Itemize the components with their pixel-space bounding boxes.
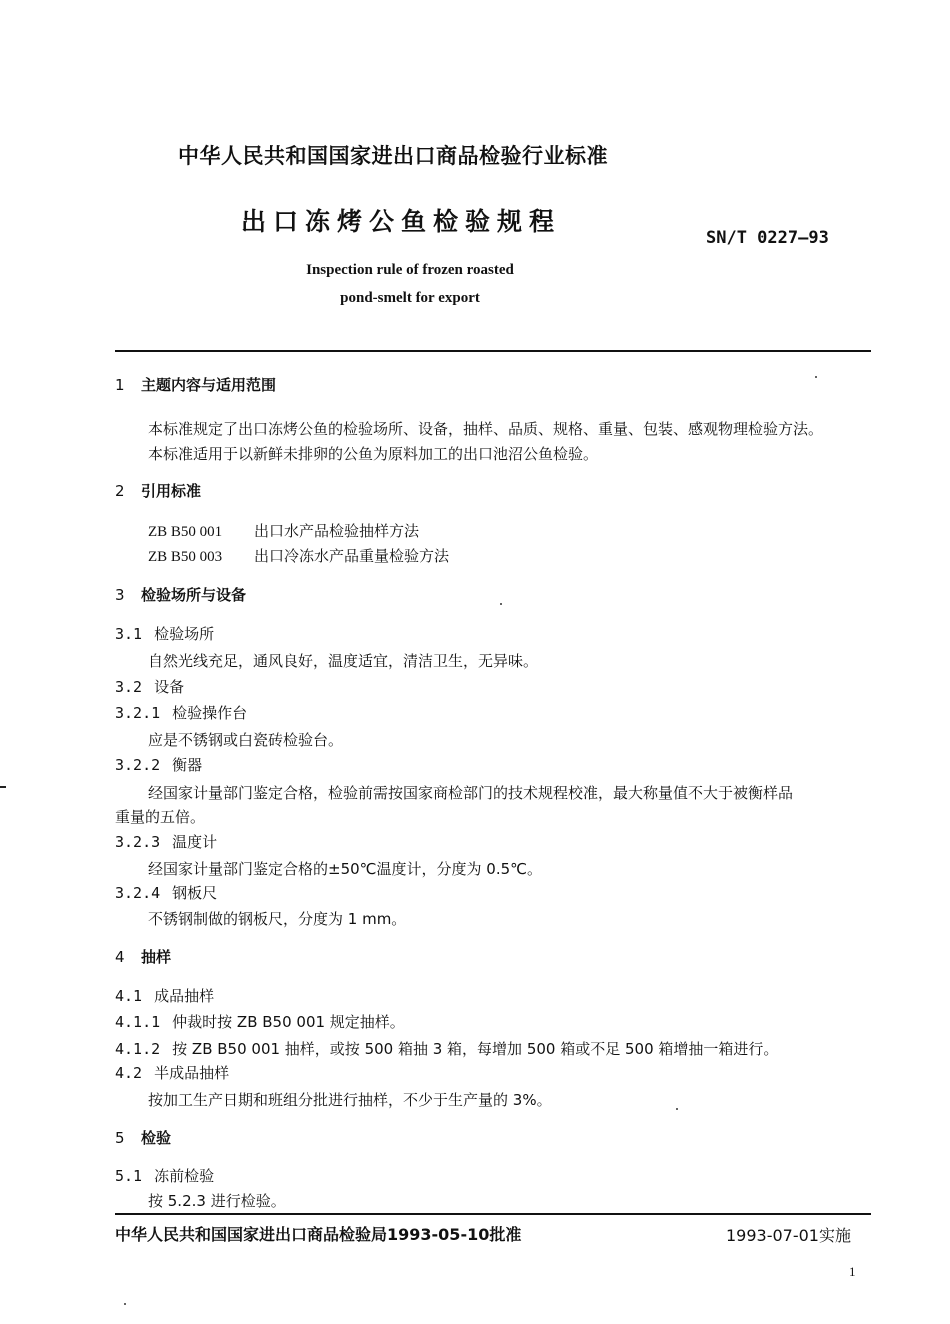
english-title-line-1: Inspection rule of frozen roasted (306, 262, 514, 278)
subsection-title: 温度计 (172, 833, 218, 851)
subsection-5-1-heading (115, 1165, 214, 1186)
subsection-3-2-4-heading (115, 882, 217, 903)
approval-statement: 中华人民共和国国家进出口商品检验局1993-05-10批准 (115, 1225, 522, 1244)
subsection-title: 衡器 (172, 756, 203, 774)
page-number: 1 (849, 1264, 856, 1279)
subsection-3-2-1-text: 应是不锈钢或白瓷砖检验台。 (148, 731, 344, 749)
scan-speck (676, 1108, 678, 1110)
subsection-title: 钢板尺 (172, 884, 218, 902)
subsection-3-2-2-text-line-1: 经国家计量部门鉴定合格，检验前需按国家商检部门的技术规程校准，最大称量值不大于被衡样品 (148, 784, 794, 802)
subsection-number: 3.2.2 (115, 756, 161, 774)
reference-code: ZB B50 001 (148, 524, 223, 540)
document-code: SN/T 0227—93 (706, 228, 829, 248)
subsection-3-2-4-text: 不锈钢制做的钢板尺，分度为 1 mm。 (148, 910, 407, 928)
issuing-body-title: 中华人民共和国国家进出口商品检验行业标准 (178, 144, 608, 168)
section-title: 抽样 (141, 948, 172, 966)
section-number: 4 (115, 948, 125, 966)
subsection-number: 3.2.4 (115, 884, 161, 902)
english-title (250, 256, 570, 312)
section-title: 引用标准 (141, 482, 202, 500)
subsection-4-1-1 (115, 1011, 405, 1032)
section-number: 3 (115, 586, 125, 604)
section-number: 5 (115, 1129, 125, 1147)
subsection-number: 4.1 (115, 987, 143, 1005)
section-4-heading (115, 946, 171, 967)
section-1-paragraph-2: 本标准适用于以新鲜未排卵的公鱼为原料加工的出口池沼公鱼检验。 (148, 445, 599, 463)
subsection-text: 仲裁时按 ZB B50 001 规定抽样。 (172, 1013, 405, 1031)
subsection-number: 3.2.3 (115, 833, 161, 851)
subsection-number: 5.1 (115, 1167, 143, 1185)
reference-item (148, 520, 419, 541)
scan-speck (500, 603, 502, 605)
section-number: 2 (115, 482, 125, 500)
subsection-number: 3.2 (115, 678, 143, 696)
subsection-number: 4.1.1 (115, 1013, 161, 1031)
subsection-3-1-text: 自然光线充足，通风良好，温度适宜，清洁卫生，无异味。 (148, 652, 539, 670)
subsection-title: 检验场所 (154, 625, 215, 643)
subsection-3-2-1-heading (115, 702, 247, 723)
subsection-3-2-3-heading (115, 831, 217, 852)
subsection-4-2-text: 按加工生产日期和班组分批进行抽样，不少于生产量的 3%。 (148, 1091, 552, 1109)
subsection-3-1-heading (115, 623, 214, 644)
reference-title: 出口水产品检验抽样方法 (254, 522, 420, 540)
reference-item (148, 545, 449, 566)
section-title: 检验场所与设备 (141, 586, 247, 604)
subsection-number: 4.1.2 (115, 1040, 161, 1058)
subsection-text: 按 ZB B50 001 抽样，或按 500 箱抽 3 箱，每增加 500 箱或不足 500 箱增抽一箱进行。 (172, 1040, 779, 1058)
footer-divider (115, 1213, 871, 1215)
subsection-4-2-heading (115, 1062, 229, 1083)
subsection-number: 3.2.1 (115, 704, 161, 722)
subsection-3-2-3-text: 经国家计量部门鉴定合格的±50℃温度计，分度为 0.5℃。 (148, 860, 542, 878)
subsection-title: 设备 (154, 678, 185, 696)
section-number: 1 (115, 376, 125, 394)
subsection-title: 半成品抽样 (154, 1064, 230, 1082)
scan-speck (815, 376, 817, 378)
section-2-heading (115, 480, 201, 501)
subsection-3-2-heading (115, 676, 184, 697)
scan-edge-mark (0, 786, 6, 788)
section-title: 主题内容与适用范围 (141, 376, 277, 394)
reference-code: ZB B50 003 (148, 549, 223, 565)
scan-speck (124, 1303, 126, 1305)
document-title: 出口冻烤公鱼检验规程 (241, 207, 562, 236)
subsection-5-1-text: 按 5.2.3 进行检验。 (148, 1192, 286, 1210)
reference-title: 出口冷冻水产品重量检验方法 (254, 547, 450, 565)
english-title-line-2: pond-smelt for export (340, 290, 480, 306)
subsection-3-2-2-heading (115, 754, 202, 775)
subsection-number: 4.2 (115, 1064, 143, 1082)
subsection-4-1-2 (115, 1038, 778, 1059)
section-1-paragraph-1: 本标准规定了出口冻烤公鱼的检验场所、设备，抽样、品质、规格、重量、包装、感观物理检验方法。 (148, 420, 824, 438)
subsection-number: 3.1 (115, 625, 143, 643)
effective-date: 1993-07-01实施 (726, 1226, 851, 1245)
header-divider (115, 350, 871, 352)
section-3-heading (115, 584, 246, 605)
subsection-title: 成品抽样 (154, 987, 215, 1005)
subsection-3-2-2-text-line-2: 重量的五倍。 (115, 808, 206, 826)
subsection-title: 检验操作台 (172, 704, 248, 722)
subsection-title: 冻前检验 (154, 1167, 215, 1185)
subsection-4-1-heading (115, 985, 214, 1006)
section-5-heading (115, 1127, 171, 1148)
section-title: 检验 (141, 1129, 172, 1147)
section-1-heading (115, 374, 276, 395)
